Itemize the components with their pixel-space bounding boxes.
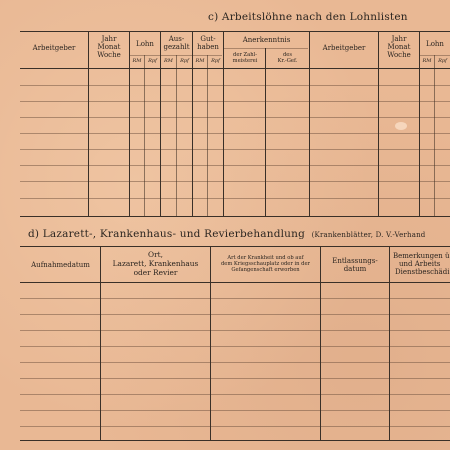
table-c-top-rule [20, 31, 450, 32]
col-lohn-left: Lohn [136, 40, 154, 48]
col-ort-lazarett: Ort, Lazarett, Krankenhaus oder Revier [112, 250, 199, 277]
table-d-row-line [20, 298, 450, 299]
col-anerkenntnis: Anerkenntnis [242, 36, 291, 44]
section-d-title-note: (Krankenblätter, D. V.-Verhand [311, 231, 426, 239]
table-c-row-line [20, 117, 450, 118]
table-c-header-rule [20, 68, 450, 69]
col-des-kr-gef: des Kr.-Gef. [277, 52, 298, 64]
table-c-row-line [20, 149, 450, 150]
unit-rpf: Rpf [148, 58, 157, 64]
table-c-col-divider [265, 48, 266, 216]
table-c-row-line [20, 133, 450, 134]
col-entlassungsdatum: Entlassungs- datum [332, 257, 378, 273]
unit-rpf: Rpf [211, 58, 220, 64]
table-d-row-line [20, 314, 450, 315]
table-c-anerk-rule [224, 48, 308, 49]
table-d-row-line [20, 378, 450, 379]
table-c-col-divider [434, 55, 435, 216]
table-d-row-line [20, 426, 450, 427]
unit-rm: RM [195, 58, 205, 64]
col-aufnahmedatum: Aufnahmedatum [31, 261, 90, 269]
col-jahr-monat-woche-left: Jahr Monat Woche [97, 35, 121, 59]
table-c-row-line [20, 101, 450, 102]
col-ausgezahlt: Aus- gezahlt [163, 35, 190, 51]
table-d-header-rule [20, 282, 450, 283]
table-d-col-divider [100, 246, 101, 440]
table-c-col-divider [309, 31, 310, 216]
table-d-row-line [20, 362, 450, 363]
table-d-row-line [20, 394, 450, 395]
col-der-zahlmeisterei: der Zahl- meisterei [232, 52, 258, 64]
col-lohn-right: Lohn [426, 40, 444, 48]
paper-stain [395, 122, 407, 130]
unit-rm: RM [132, 58, 142, 64]
table-c-bottom-rule [20, 216, 450, 217]
table-c-row-line [20, 181, 450, 182]
col-bemerkungen: Bemerkungen ü und Arbeits Dienstbeschädi [393, 252, 450, 276]
table-d-row-line [20, 330, 450, 331]
col-arbeitgeber-right: Arbeitgeber [322, 44, 366, 52]
table-d-col-divider [320, 246, 321, 440]
table-c-unit-rule-right [420, 55, 450, 56]
col-guthaben: Gut- haben [197, 35, 219, 51]
table-c-col-divider [176, 55, 177, 216]
unit-rm: RM [164, 58, 173, 64]
table-c-row-line [20, 198, 450, 199]
unit-rpf: Rpf [180, 58, 189, 64]
table-c-row-line [20, 85, 450, 86]
table-d-col-divider [389, 246, 390, 440]
table-d-row-line [20, 410, 450, 411]
col-arbeitgeber-left: Arbeitgeber [32, 44, 76, 52]
table-d-top-rule [20, 246, 450, 247]
table-c-row-line [20, 165, 450, 166]
table-d-col-divider [210, 246, 211, 440]
table-c-col-divider [144, 55, 145, 216]
table-c-col-divider [223, 31, 224, 216]
unit-rpf: Rpf [438, 58, 447, 64]
section-c-title: c) Arbeitslöhne nach den Lohnlisten [208, 11, 408, 23]
table-d-bottom-rule [20, 440, 450, 441]
unit-rm: RM [422, 58, 432, 64]
table-d-row-line [20, 346, 450, 347]
col-jahr-monat-woche-right: Jahr Monat Woche [387, 35, 411, 59]
table-c-col-divider [207, 55, 208, 216]
section-d-title: d) Lazarett-, Krankenhaus- und Revierbehandlung (Krankenblätter, D. V.-Verhand [28, 228, 426, 240]
col-art-krankheit: Art der Krankheit und ob auf dem Kriegsschauplatz oder in der Gefangenschaft erworben [220, 255, 311, 273]
